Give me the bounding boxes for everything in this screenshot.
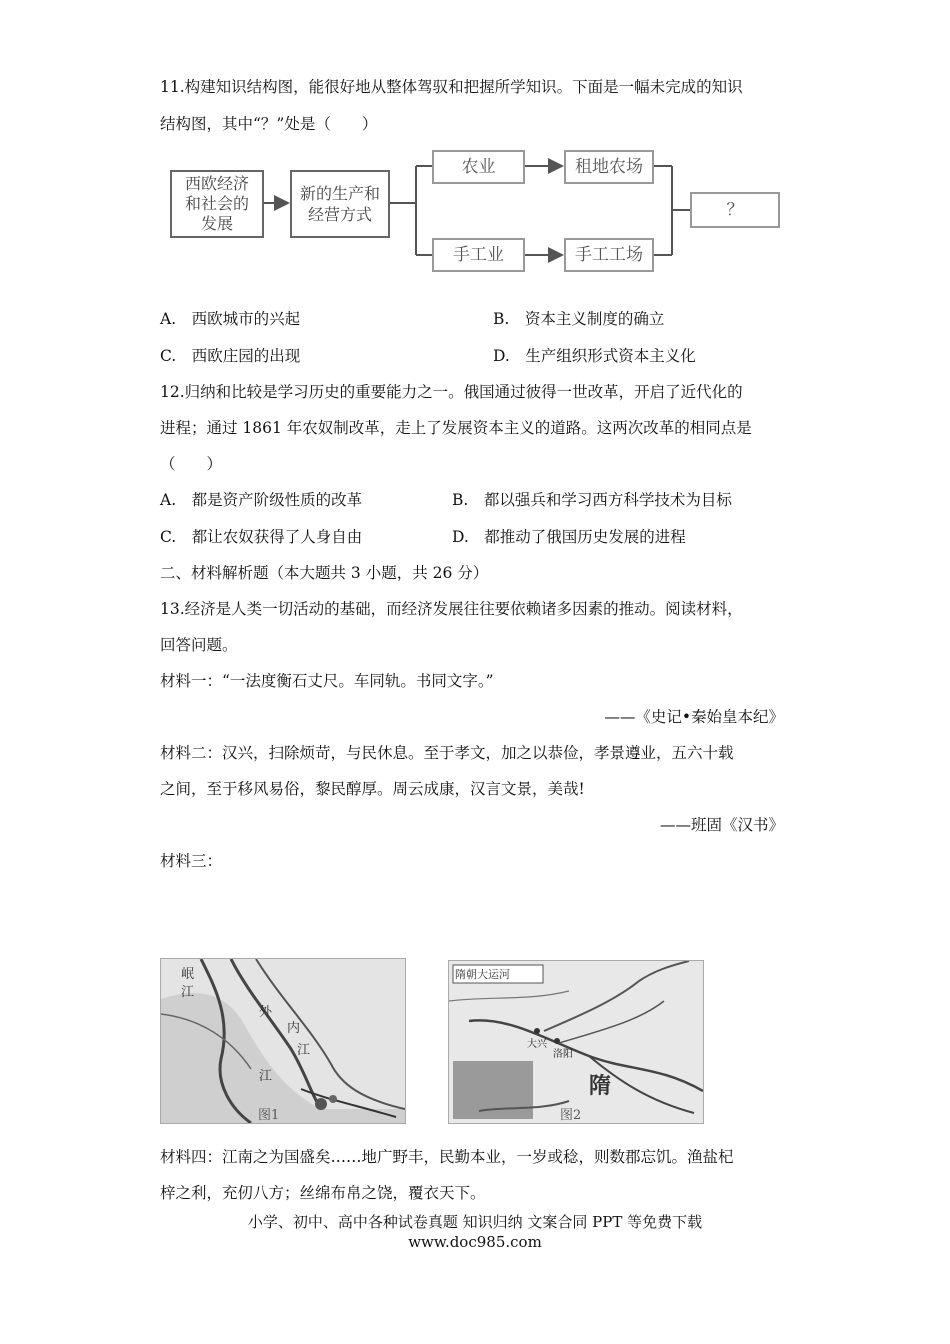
box-workshop: 手工工场 — [564, 238, 654, 272]
box-unknown: ？ — [690, 192, 780, 228]
box-start-line: 西欧经济 — [184, 174, 249, 193]
box-leased-farm: 租地农场 — [564, 150, 654, 184]
figure-1-caption: 图1 — [258, 1108, 280, 1123]
q11-option-b: B. 资本主义制度的确立 — [493, 310, 665, 328]
q12-stem-line2: 进程；通过 1861 年农奴制改革，走上了发展资本主义的道路。这两次改革的相同点是 — [160, 419, 752, 437]
material-2-source: ——班固《汉书》 — [659, 816, 784, 834]
footer-line1: 小学、初中、高中各种试卷真题 知识归纳 文案合同 PPT 等免费下载 — [247, 1213, 703, 1231]
figure-2-drawing — [449, 961, 703, 1123]
figure-2-map — [448, 960, 704, 1124]
material-1-source: ——《史记•秦始皇本纪》 — [604, 708, 784, 726]
figure-2-caption: 图2 — [560, 1108, 582, 1123]
figure-1-drawing — [161, 959, 405, 1123]
box-start-line: 发展 — [200, 214, 233, 233]
section-heading: 二、材料解析题（本大题共 3 小题，共 26 分） — [160, 564, 489, 582]
figure-2-title: 隋朝大运河 — [455, 968, 510, 981]
q11-option-a: A. 西欧城市的兴起 — [160, 310, 301, 328]
map-label: 大兴 — [527, 1039, 547, 1050]
map-label: 江 — [259, 1069, 273, 1084]
box-start-line: 和社会的 — [184, 194, 249, 213]
q12-stem-line1: 12.归纳和比较是学习历史的重要能力之一。俄国通过彼得一世改革，开启了近代化的 — [160, 383, 743, 401]
q11-stem-line1: 11.构建知识结构图，能很好地从整体驾驭和把握所学知识。下面是一幅未完成的知识 — [160, 78, 743, 96]
q12-stem-line3: （ ） — [160, 455, 223, 473]
q12-option-d: D. 都推动了俄国历史发展的进程 — [452, 528, 686, 546]
q11-option-d: D. 生产组织形式资本主义化 — [493, 347, 696, 365]
map-label: 洛阳 — [553, 1049, 573, 1060]
material-1: 材料一：“一法度衡石丈尺。车同轨。书同文字。” — [160, 672, 494, 690]
box-handicraft: 手工业 — [432, 238, 525, 272]
knowledge-structure-diagram — [160, 140, 800, 290]
map-label: 隋 — [589, 1073, 612, 1099]
q12-option-b: B. 都以强兵和学习西方科学技术为目标 — [452, 491, 732, 509]
footer-link[interactable]: www.doc985.com — [408, 1233, 542, 1251]
box-west-europe-development — [170, 170, 264, 238]
q13-stem-line1: 13.经济是人类一切活动的基础，而经济发展往往要依赖诸多因素的推动。阅读材料， — [160, 600, 743, 618]
q11-option-c: C. 西欧庄园的出现 — [160, 347, 301, 365]
material-4-line1: 材料四：江南之为国盛矣……地广野丰，民勤本业，一岁或稔，则数郡忘饥。渔盐杞 — [160, 1148, 734, 1166]
q13-stem-line2: 回答问题。 — [160, 636, 238, 654]
material-3-label: 材料三： — [160, 852, 223, 870]
figure-1-map — [160, 958, 406, 1124]
map-label: 江 — [297, 1043, 311, 1058]
box-agriculture: 农业 — [432, 150, 525, 184]
box-mode-line: 新的生产和 — [299, 184, 380, 203]
map-label: 江 — [181, 985, 195, 1000]
map-label: 岷 — [181, 967, 195, 982]
material-4-line2: 梓之利，充仞八方；丝绵布帛之饶，覆衣天下。 — [160, 1184, 486, 1202]
material-2-line1: 材料二：汉兴，扫除烦苛，与民休息。至于孝文，加之以恭俭，孝景遵业，五六十载 — [160, 744, 734, 762]
box-new-production-mode — [290, 170, 390, 238]
q11-stem-line2: 结构图，其中“？”处是（ ） — [160, 115, 378, 133]
q12-option-a: A. 都是资产阶级性质的改革 — [160, 491, 363, 509]
q12-option-c: C. 都让农奴获得了人身自由 — [160, 528, 363, 546]
map-label: 内 — [287, 1021, 301, 1036]
material-2-line2: 之间，至于移风易俗，黎民醇厚。周云成康，汉言文景，美哉! — [160, 780, 585, 798]
map-label: 外 — [259, 1005, 273, 1020]
box-mode-line: 经营方式 — [307, 205, 372, 224]
